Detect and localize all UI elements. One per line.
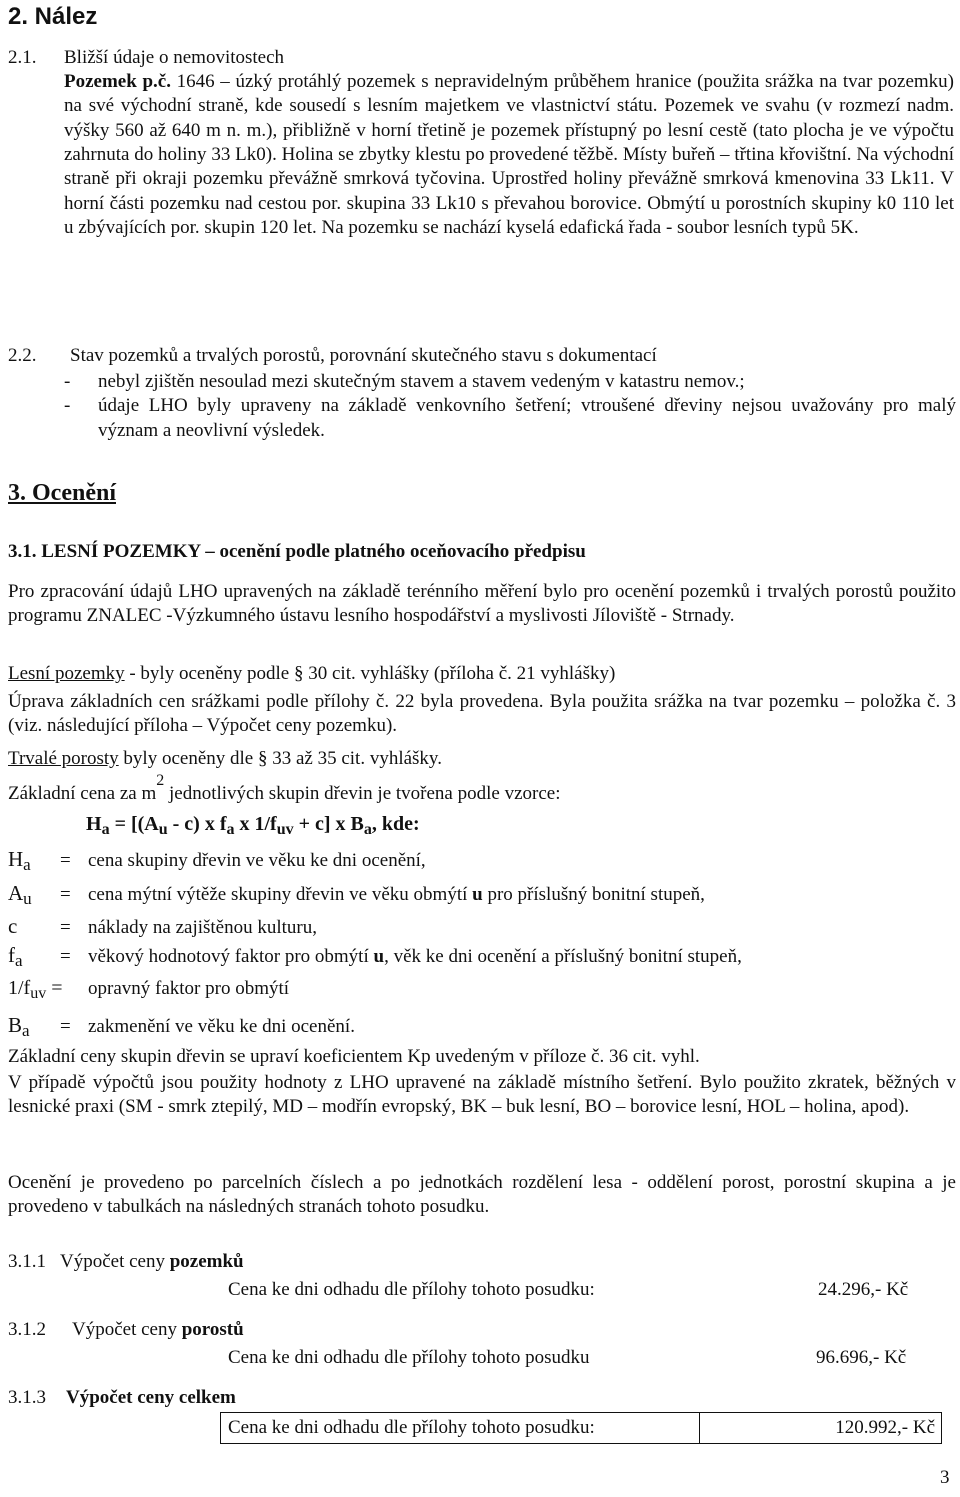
list-item <box>64 394 956 443</box>
definition-text: , věk ke dni ocenění a příslušný bonitní stupeň, <box>384 946 742 967</box>
calc-3-1-2-heading <box>8 1318 244 1342</box>
parcel-text-serif: 1646 – úzký protáhlý pozemek s nepravidelným průběhem hranice (použita srážka na tvar pozemku) na své východní straně, kde sousedí s lesním majetkem ve vlastnictví státu. Pozemek ve svahu (v rozmezí nadm. výšky 560 až 640 m n. m.), přibližně v horní třetině je pozemek přístupný po lesní cestě (tato plocha je ve výpočtu zahrnuta do holiny 33 Lk0). <box>64 71 954 165</box>
list-bullet: - <box>64 371 71 392</box>
list-bullet: - <box>64 395 71 417</box>
definition-row <box>8 846 426 876</box>
definition-symbol: c <box>8 914 18 938</box>
definition-text: věkový hodnotový faktor pro obmýtí <box>88 946 374 967</box>
calc-label: 3.1.1 <box>8 1251 46 1272</box>
lesni-pozemky-label: Lesní pozemky <box>8 663 125 684</box>
formula-sub: u <box>158 821 168 838</box>
trvale-porosty-line <box>8 747 442 771</box>
formula <box>86 812 420 840</box>
formula-part: H <box>86 813 102 835</box>
subsection-title: Bližší údaje o nemovitostech <box>64 47 285 68</box>
calc-label: 3.1.3 <box>8 1387 46 1408</box>
formula-sub: a <box>363 821 372 838</box>
definition-row <box>8 1012 355 1042</box>
base-price-text-cont: jednotlivých skupin dřevin je tvořena podle vzorce: <box>164 783 561 804</box>
definition-text: opravný faktor pro obmýtí <box>88 978 290 999</box>
section-heading-nalez: 2. Nález <box>8 3 98 30</box>
definition-text: pro příslušný bonitní stupeň, <box>482 884 705 905</box>
list-item <box>64 370 956 394</box>
definition-symbol: $1/f_{uv}$ = <box>8 977 63 1002</box>
total-box <box>220 1412 942 1444</box>
calc-3-1-1-line: Cena ke dni odhadu dle přílohy tohoto posudku: <box>228 1279 595 1300</box>
paragraph-oceneni: Ocenění je provedeno po parcelních číslech a po jednotkách rozdělení lesa - oddělení porost, porostní skupina a je provedeno v tabulkách na následných stranách tohoto posudku. <box>8 1172 956 1218</box>
calc-title-bold: porostů <box>181 1319 244 1340</box>
subsection-title: Stav pozemků a trvalých porostů, porovnání skutečného stavu s dokumentací <box>70 345 657 366</box>
parcel-label: Pozemek p.č. <box>64 71 171 92</box>
formula-sub: uv <box>276 821 294 838</box>
paragraph-kp: Základní ceny skupin dřevin se upraví koeficientem Kp uvedeným v příloze č. 36 cit. vyhl. <box>8 1046 700 1067</box>
paragraph-znalec: Pro zpracování údajů LHO upravených na základě terénního měření bylo pro ocenění pozemků i trvalých porostů použito programu ZNALEC -Výzkumného ústavu lesního hospodářství a myslivosti Jíloviště - Strnady. <box>8 581 956 627</box>
lesni-pozemky-text: - byly oceněny podle § 30 cit. vyhlášky (příloha č. 21 vyhlášky) <box>124 663 616 684</box>
definition-text: cena skupiny dřevin ve věku ke dni ocenění, <box>88 850 426 871</box>
definition-text-bold: u <box>373 946 385 967</box>
definition-symbol: $f_a$ <box>8 943 23 970</box>
trvale-porosty-text: byly oceněny dle § 33 až 35 cit. vyhlášky. <box>118 748 442 769</box>
status-list <box>64 370 956 443</box>
section-heading-oceneni: 3. Ocenění <box>8 480 116 506</box>
definition-row <box>8 913 317 940</box>
calc-label: 3.1.2 <box>8 1319 46 1340</box>
definition-equals: = <box>60 850 71 871</box>
calc-3-1-1-heading <box>8 1250 244 1274</box>
definition-text-bold: u <box>472 884 483 905</box>
formula-sub: a <box>226 821 235 838</box>
calc-title: Výpočet ceny <box>60 1251 170 1272</box>
definition-equals: = <box>60 917 71 938</box>
total-label: Cena ke dni odhadu dle přílohy tohoto posudku: <box>228 1417 595 1438</box>
calc-3-1-3-heading <box>8 1386 236 1410</box>
formula-part: , kde: <box>371 813 420 835</box>
definition-text: náklady na zajištěnou kulturu, <box>88 917 317 938</box>
definition-equals: = <box>60 1016 71 1037</box>
total-box-label-cell <box>221 1413 700 1443</box>
definition-text: zakmenění ve věku ke dni ocenění. <box>88 1016 355 1037</box>
calc-3-1-2-line: Cena ke dni odhadu dle přílohy tohoto posudku <box>228 1347 590 1368</box>
list-item-text: údaje LHO byly upraveny na základě venkovního šetření; vtroušené dřeviny nejsou uvažovány pro malý význam a neovlivní výsledek. <box>98 395 956 441</box>
calc-3-1-2-value: 96.696,- Kč <box>816 1347 907 1368</box>
formula-part: = [(A <box>109 813 159 835</box>
page-number: 3 <box>940 1467 950 1488</box>
calc-title-bold: pozemků <box>169 1251 244 1272</box>
parcel-description <box>64 70 954 240</box>
definition-symbol: $B_a$ <box>8 1013 30 1040</box>
definition-row <box>8 942 742 972</box>
subsection-3-1-heading: 3.1. LESNÍ POZEMKY – ocenění podle platného oceňovacího předpisu <box>8 541 586 562</box>
subsection-label: 2.2. <box>8 345 37 366</box>
formula-part: x 1/f <box>234 813 277 835</box>
calc-title: Výpočet ceny <box>72 1319 182 1340</box>
subsection-label: 2.1. <box>8 47 37 68</box>
calc-3-1-1-value: 24.296,- Kč <box>818 1279 909 1300</box>
subsection-2-1-heading <box>8 46 284 70</box>
definition-equals: = <box>60 884 71 905</box>
paragraph-uprava: Úprava základních cen srážkami podle přílohy č. 22 byla provedena. Byla použita srážka na tvar pozemku – položka č. 3 (viz. následující příloha – Výpočet ceny pozemku). <box>8 691 956 737</box>
definition-symbol: $H_a$ <box>8 847 31 874</box>
calc-title-bold: Výpočet ceny celkem <box>66 1387 236 1408</box>
formula-part: + c] x B <box>293 813 364 835</box>
superscript-2: 2 <box>156 772 165 789</box>
definition-symbol: $A_u$ <box>8 881 32 908</box>
definition-text: cena mýtní výtěže skupiny dřevin ve věku obmýtí <box>88 884 473 905</box>
base-price-text: Základní cena za m <box>8 783 157 804</box>
formula-part: - c) x f <box>167 813 227 835</box>
parcel-text-continued: Holina se zbytky klestu po provedené těžbě. Místy buřeň – třtina křovištní. Na východní straně při okraji pozemku převážně smrková tyčovina. Uprostřed holiny převážně smrková kmenovina 33 Lk11. V horní části pozemku nad cestou por. skupina 33 Lk10 s převahou borovice. Obmýtí u porostních skupiny k0 110 let u zbývajících por. skupin 120 let. Na pozemku se nachází kyselá edafická řada - soubor lesních typů 5K. <box>64 143 954 238</box>
base-price-intro <box>8 772 561 806</box>
lesni-pozemky-line <box>8 662 615 686</box>
trvale-porosty-label: Trvalé porosty <box>8 748 119 769</box>
list-item-text: nebyl zjištěn nesoulad mezi skutečným stavem a stavem vedeným v katastru nemov.; <box>98 371 745 392</box>
total-value: 120.992,- Kč <box>835 1417 935 1438</box>
formula-sub: a <box>101 821 110 838</box>
definition-equals: = <box>60 946 71 967</box>
definition-row <box>8 976 289 1004</box>
subsection-2-2-heading <box>8 344 657 368</box>
paragraph-vypoctu: V případě výpočtů jsou použity hodnoty z LHO upravené na základě místního šetření. Bylo použito zkratek, běžných v lesnické praxi (SM - smrk ztepilý, MD – modřín evropský, BK – buk lesní, BO – borovice lesní, HOL – holina, apod). <box>8 1072 956 1118</box>
definition-row <box>8 880 705 910</box>
